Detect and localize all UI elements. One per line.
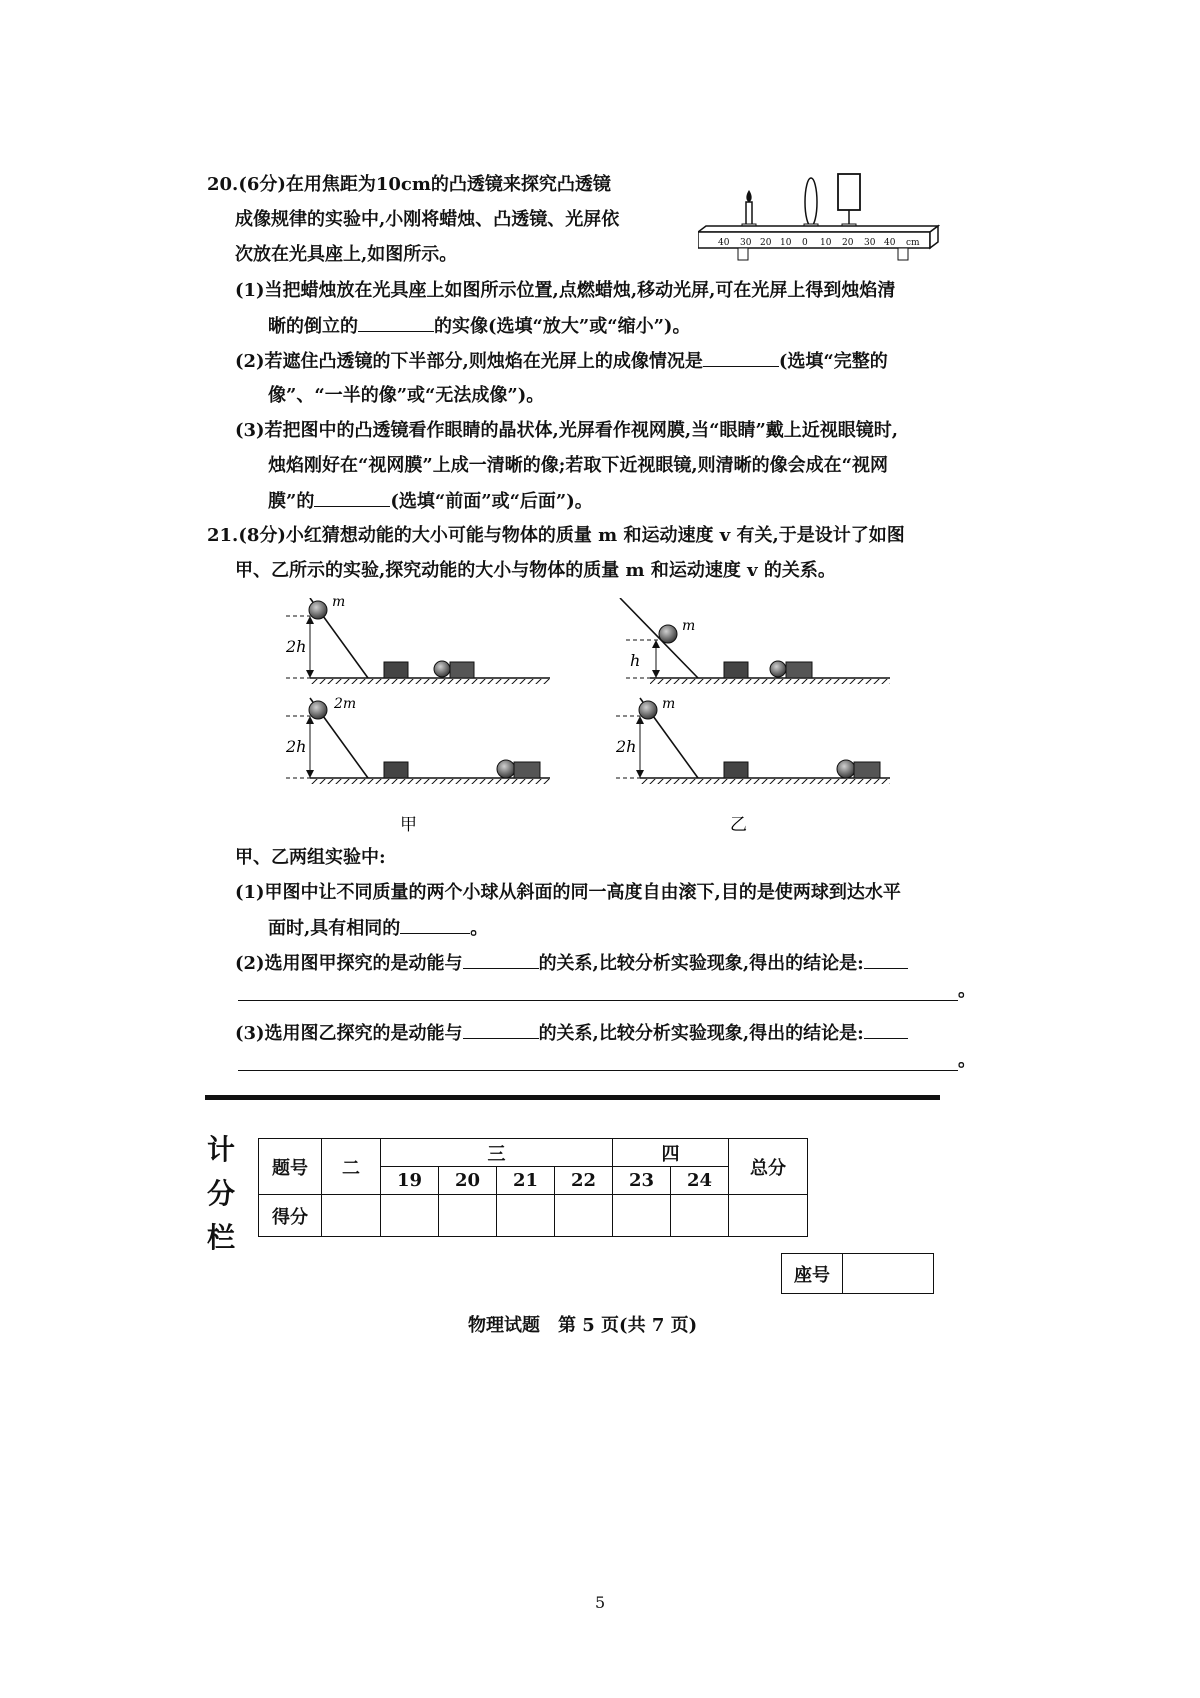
score-cell[interactable] — [613, 1195, 671, 1237]
header-zongfen: 总分 — [729, 1139, 808, 1195]
ruler-tick-2: 30 — [740, 238, 752, 248]
score-cell[interactable] — [439, 1195, 497, 1237]
label-2h-2: 2h — [286, 737, 307, 756]
q21-line-1: 21.(8分)小红猜想动能的大小可能与物体的质量 m 和运动速度 v 有关,于是设计了如图 — [207, 525, 905, 546]
header-san: 三 — [381, 1139, 613, 1167]
q20-part3-line3: 膜”的 (选填“前面”或“后面”)。 — [268, 488, 593, 515]
answer-blank[interactable] — [864, 950, 908, 969]
header-er: 二 — [322, 1139, 381, 1195]
seat-box — [781, 1253, 934, 1294]
label-2h-3: 2h — [616, 737, 637, 756]
q20-part1-line1: (1)当把蜡烛放在光具座上如图所示位置,点燃蜡烛,移动光屏,可在光屏上得到烛焰清 — [235, 280, 896, 301]
answer-blank[interactable] — [703, 348, 779, 367]
header-num: 20 — [439, 1167, 497, 1195]
header-tihao: 题号 — [259, 1139, 322, 1195]
label-2h-1: 2h — [286, 637, 307, 656]
q20-part2-line1: (2)若遮住凸透镜的下半部分,则烛焰在光屏上的成像情况是 (选填“完整的 — [235, 348, 888, 375]
answer-blank[interactable] — [864, 1020, 908, 1039]
score-side-label: 计 分 栏 — [207, 1133, 236, 1254]
answer-line[interactable] — [238, 1000, 958, 1001]
label-m-1: m — [332, 598, 346, 610]
label-jia: 甲 — [400, 815, 417, 835]
end-mark: 。 — [958, 1050, 976, 1071]
q20-line-2: 成像规律的实验中,小刚将蜡烛、凸透镜、光屏依 — [235, 209, 620, 230]
q20-part1-line2: 晰的倒立的 的实像(选填“放大”或“缩小”)。 — [268, 313, 690, 340]
score-cell[interactable] — [381, 1195, 439, 1237]
header-num: 24 — [671, 1167, 729, 1195]
score-table — [258, 1138, 808, 1237]
label-m-2: m — [682, 618, 696, 634]
q20-part3-line2: 烛焰刚好在“视网膜”上成一清晰的像;若取下近视眼镜,则清晰的像会成在“视网 — [268, 455, 888, 476]
label-h: h — [630, 651, 641, 670]
q21-part1-line1: (1)甲图中让不同质量的两个小球从斜面的同一高度自由滚下,目的是使两球到达水平 — [235, 882, 901, 903]
ruler-tick-6: 10 — [820, 238, 832, 248]
score-cell[interactable] — [497, 1195, 555, 1237]
header-num: 19 — [381, 1167, 439, 1195]
q21-part1-line2: 面时,具有相同的 。 — [268, 915, 488, 942]
score-cell[interactable] — [729, 1195, 808, 1237]
header-num: 23 — [613, 1167, 671, 1195]
q20-line-3: 次放在光具座上,如图所示。 — [235, 244, 458, 265]
q21-part3-line1: (3)选用图乙探究的是动能与 的关系,比较分析实验现象,得出的结论是: — [235, 1020, 908, 1047]
header-num: 22 — [555, 1167, 613, 1195]
row-defen: 得分 — [259, 1195, 322, 1237]
score-cell[interactable] — [555, 1195, 613, 1237]
answer-blank[interactable] — [463, 1020, 539, 1039]
ruler-tick-4: 10 — [780, 238, 792, 248]
q20-line-1: 20.(6分)在用焦距为10cm的凸透镜来探究凸透镜 — [207, 174, 611, 195]
ruler-tick-9: 40 — [884, 238, 896, 248]
score-cell[interactable] — [671, 1195, 729, 1237]
q21-part2-line1: (2)选用图甲探究的是动能与 的关系,比较分析实验现象,得出的结论是: — [235, 950, 908, 977]
ruler-tick-5: 0 — [802, 238, 808, 248]
q21-intro: 甲、乙两组实验中: — [235, 847, 386, 868]
seat-label: 座号 — [782, 1254, 843, 1294]
q21-line-2: 甲、乙所示的实验,探究动能的大小与物体的质量 m 和运动速度 v 的关系。 — [235, 560, 836, 581]
kinetic-energy-figure — [270, 598, 890, 836]
label-m-3: m — [662, 696, 676, 712]
answer-blank[interactable] — [463, 950, 539, 969]
divider — [205, 1095, 940, 1100]
page-footer: 物理试题 第 5 页(共 7 页) — [468, 1315, 698, 1336]
ruler-tick-1: 40 — [718, 238, 730, 248]
label-yi: 乙 — [730, 815, 747, 835]
end-mark: 。 — [958, 980, 976, 1001]
page-number: 5 — [595, 1593, 606, 1612]
ruler-tick-3: 20 — [760, 238, 772, 248]
score-cell[interactable] — [322, 1195, 381, 1237]
seat-input[interactable] — [843, 1254, 934, 1294]
answer-line[interactable] — [238, 1070, 958, 1071]
ruler-tick-7: 20 — [842, 238, 854, 248]
label-2m: 2m — [334, 696, 357, 712]
q20-part2-line2: 像”、“一半的像”或“无法成像”)。 — [268, 385, 545, 406]
header-num: 21 — [497, 1167, 555, 1195]
header-si: 四 — [613, 1139, 729, 1167]
ruler-tick-8: 30 — [864, 238, 876, 248]
answer-blank[interactable] — [400, 915, 470, 934]
ruler-tick-unit: cm — [906, 238, 920, 248]
answer-blank[interactable] — [358, 313, 434, 332]
answer-blank[interactable] — [314, 488, 390, 507]
optical-bench-figure — [698, 168, 940, 264]
q20-part3-line1: (3)若把图中的凸透镜看作眼睛的晶状体,光屏看作视网膜,当“眼睛”戴上近视眼镜时, — [235, 420, 899, 441]
